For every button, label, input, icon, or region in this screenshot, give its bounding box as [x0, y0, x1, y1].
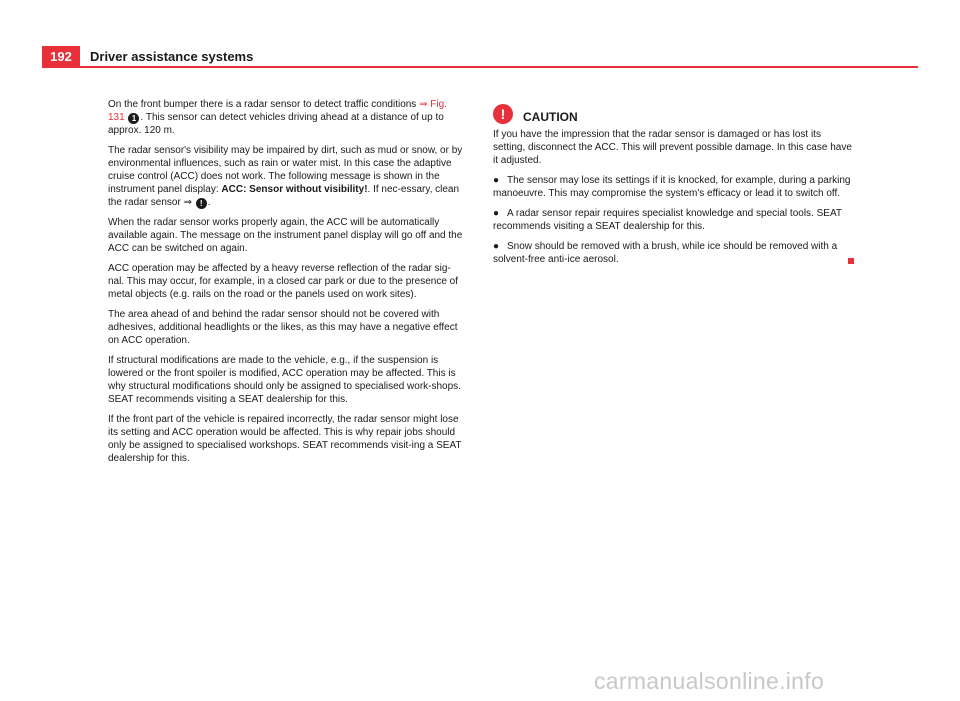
- caution-header: [493, 104, 853, 124]
- paragraph-text: On the front bumper there is a radar sensor to detect traffic conditions: [108, 99, 417, 110]
- bullet-icon: ●: [493, 175, 500, 186]
- display-message: ACC: Sensor without visibility!: [221, 184, 368, 195]
- bullet-text: The sensor may lose its settings if it is knocked, for example, during a parking manoeuvre. This may compromise the system's efficacy or lead it to switch off.: [493, 175, 851, 199]
- bullet-icon: ●: [493, 241, 500, 252]
- paragraph-text: .: [207, 197, 211, 208]
- page-number: 192: [42, 46, 80, 67]
- caution-bullet: [493, 240, 853, 266]
- left-column: [108, 98, 463, 472]
- paragraph-text: . If nec-essary, clean the radar sensor ⇒: [108, 184, 460, 208]
- paragraph-visibility: [108, 144, 463, 209]
- caution-bullet: [493, 174, 853, 200]
- watermark: carmanualsonline.info: [594, 668, 825, 694]
- paragraph-modifications: If structural modifications are made to the vehicle, e.g., if the suspension is lowered or the front spoiler is modified, ACC operation may be affected. This is why structural modifications should only be assigned to specialised work-shops. SEAT recommends visiting a SEAT dealership for this.: [108, 355, 461, 405]
- header-divider: [42, 66, 918, 68]
- paragraph-reflection: ACC operation may be affected by a heavy reverse reflection of the radar sig-nal. This may occur, for example, in a closed car park or due to the presence of metal objects (e.g. rails on the road or the panels used on work sites).: [108, 263, 458, 300]
- caution-reference-icon[interactable]: !: [196, 198, 207, 209]
- paragraph-covering: The area ahead of and behind the radar sensor should not be covered with adhesives, additional headlights or the likes, as this may have a negative effect on ACC operation.: [108, 309, 458, 346]
- paragraph-repair: If the front part of the vehicle is repaired incorrectly, the radar sensor might lose its setting and ACC operation would be affected. This is why repair jobs should only be assigned to specialised workshops. SEAT recommends visit-ing a SEAT dealership for this.: [108, 414, 462, 464]
- figure-link[interactable]: ⇒ Fig. 131: [108, 99, 447, 123]
- paragraph-auto-available: When the radar sensor works properly again, the ACC will be automatically available again. The message on the instrument panel display will go off and the ACC can be switched on again.: [108, 217, 463, 254]
- bullet-icon: ●: [493, 208, 500, 219]
- bullet-text: Snow should be removed with a brush, while ice should be removed with a solvent-free anti-ice aerosol.: [493, 241, 838, 265]
- caution-intro: If you have the impression that the radar sensor is damaged or has lost its setting, disconnect the ACC. This will prevent possible damage. In this case have it adjusted.: [493, 129, 852, 166]
- caution-title: CAUTION: [523, 109, 578, 124]
- bullet-text: A radar sensor repair requires specialist knowledge and special tools. SEAT recommends visiting a SEAT dealership for this.: [493, 208, 842, 232]
- paragraph-text: The radar sensor's visibility may be impaired by dirt, such as mud or snow, or by environmental influences, such as rain or water mist. In this case the adaptive cruise control (ACC) does not work. The following message is shown in the instrument panel display:: [108, 145, 463, 195]
- section-end-marker: [848, 258, 854, 264]
- paragraph-text: . This sensor can detect vehicles driving ahead at a distance of up to approx. 120 m.: [108, 112, 444, 136]
- caution-box: [493, 104, 853, 273]
- section-title: Driver assistance systems: [90, 49, 254, 64]
- caution-bullet: [493, 207, 853, 233]
- paragraph-radar-location: [108, 98, 463, 137]
- exclamation-icon: !: [493, 104, 513, 124]
- callout-marker: 1: [128, 113, 139, 124]
